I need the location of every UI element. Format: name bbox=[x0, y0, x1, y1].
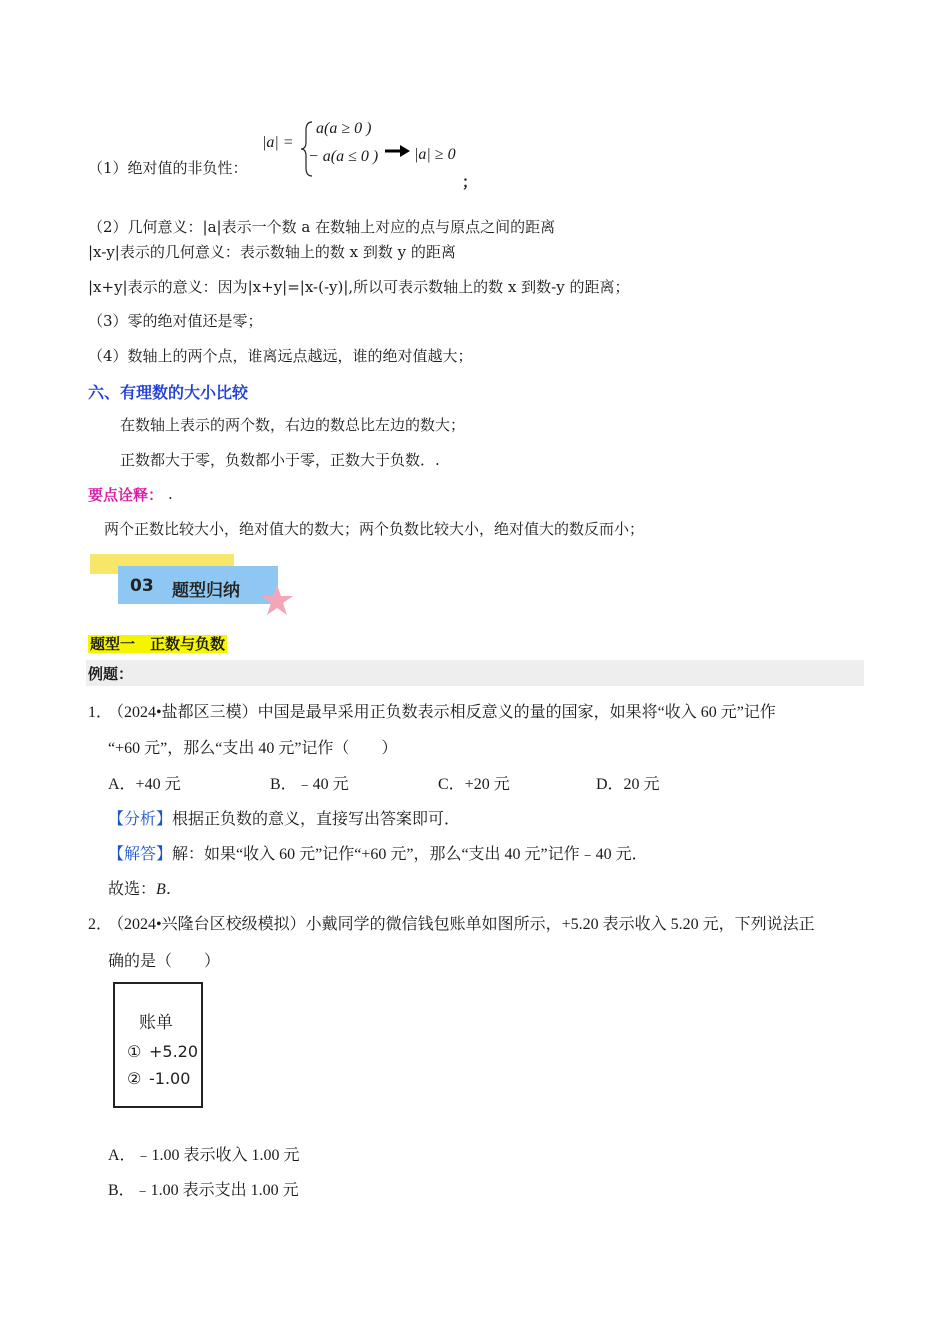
item3: （3）零的绝对值还是零； bbox=[88, 312, 263, 330]
formula-case1: a(a ≥ 0 ) bbox=[316, 120, 372, 137]
type1-title: 题型一 正数与负数 bbox=[90, 635, 226, 653]
q1-option-d: D．20 元 bbox=[596, 776, 660, 793]
choice-value: B． bbox=[156, 881, 182, 898]
item2-line3: |x+y|表示的意义：因为|x+y|=|x-(-y)|,所以可表示数轴上的数 x 到数-y 的距离； bbox=[88, 278, 630, 296]
section6-heading: 六、有理数的大小比较 bbox=[88, 383, 249, 402]
q1-stem1: （2024•盐都区三模）中国是最早采用正负数表示相反意义的量的国家，如果将“收入 60 元”记作 bbox=[108, 704, 776, 721]
q2-option-b: B．﹣1.00 表示支出 1.00 元 bbox=[108, 1182, 299, 1199]
q1-option-b: B．﹣40 元 bbox=[270, 776, 349, 793]
q2-stem1: （2024•兴隆台区校级模拟）小戴同学的微信钱包账单如图所示，+5.20 表示收入 5.20 元，下列说法正 bbox=[108, 916, 815, 933]
example-label: 例题： bbox=[88, 665, 134, 683]
analysis-text: 根据正负数的意义，直接写出答案即可． bbox=[172, 811, 461, 828]
analysis-tag: 【分析】 bbox=[108, 811, 173, 828]
abs-value-formula bbox=[262, 118, 482, 188]
answer-text: 解：如果“收入 60 元”记作“+60 元”，那么“支出 40 元”记作﹣40 元． bbox=[172, 846, 648, 863]
section6-line1: 在数轴上表示的两个数，右边的数总比左边的数大； bbox=[120, 416, 466, 434]
section6-line2: 正数都大于零，负数都小于零，正数大于负数．. bbox=[120, 451, 440, 469]
q1-stem2: “+60 元”，那么“支出 40 元”记作（ ） bbox=[108, 740, 398, 757]
bill-title: 账单 bbox=[139, 1013, 173, 1033]
bill-row2-marker: ② bbox=[127, 1069, 142, 1088]
type1-title-wrap bbox=[88, 633, 227, 654]
bill-row2-value: -1.00 bbox=[149, 1069, 191, 1088]
item1-label: （1）绝对值的非负性： bbox=[88, 159, 248, 177]
item4: （4）数轴上的两个点，谁离远点越远，谁的绝对值越大； bbox=[88, 347, 473, 365]
bill-figure bbox=[113, 982, 203, 1108]
q1-answer bbox=[108, 841, 648, 864]
q1-option-a: A．+40 元 bbox=[108, 776, 181, 793]
q1-analysis bbox=[108, 806, 460, 829]
banner-title: 题型归纳 bbox=[172, 581, 240, 601]
answer-tag: 【解答】 bbox=[108, 846, 173, 863]
formula-lhs: |a| = bbox=[262, 134, 294, 151]
formula-case2: − a(a ≤ 0 ) bbox=[308, 148, 379, 165]
formula-result: |a| ≥ 0 bbox=[414, 146, 456, 163]
item2-line2: |x-y|表示的几何意义：表示数轴上的数 x 到数 y 的距离 bbox=[88, 243, 456, 261]
section-banner bbox=[90, 554, 300, 618]
formula-tail: ； bbox=[462, 173, 478, 191]
q1-option-c: C．+20 元 bbox=[438, 776, 510, 793]
choice-label: 故选： bbox=[108, 881, 157, 898]
key-points-dot: . bbox=[168, 485, 173, 503]
bill-row1-marker: ① bbox=[127, 1042, 142, 1061]
q2-num: 2． bbox=[88, 916, 113, 933]
key-points-label: 要点诠释： bbox=[88, 486, 164, 504]
item2-line1: （2）几何意义：|a|表示一个数 a 在数轴上对应的点与原点之间的距离 bbox=[88, 218, 556, 236]
bill-row1-value: +5.20 bbox=[149, 1042, 199, 1061]
q2-stem2: 确的是（ ） bbox=[108, 953, 221, 970]
arrow-right-icon bbox=[385, 144, 411, 158]
q1-num: 1． bbox=[88, 704, 113, 721]
key-points-text: 两个正数比较大小，绝对值大的数大；两个负数比较大小，绝对值大的数反而小； bbox=[104, 520, 645, 538]
q1-choice bbox=[108, 876, 182, 899]
q2-option-a: A．﹣1.00 表示收入 1.00 元 bbox=[108, 1147, 300, 1164]
banner-number: 03 bbox=[130, 576, 154, 596]
example-bar bbox=[86, 660, 864, 686]
star-icon bbox=[260, 584, 294, 616]
